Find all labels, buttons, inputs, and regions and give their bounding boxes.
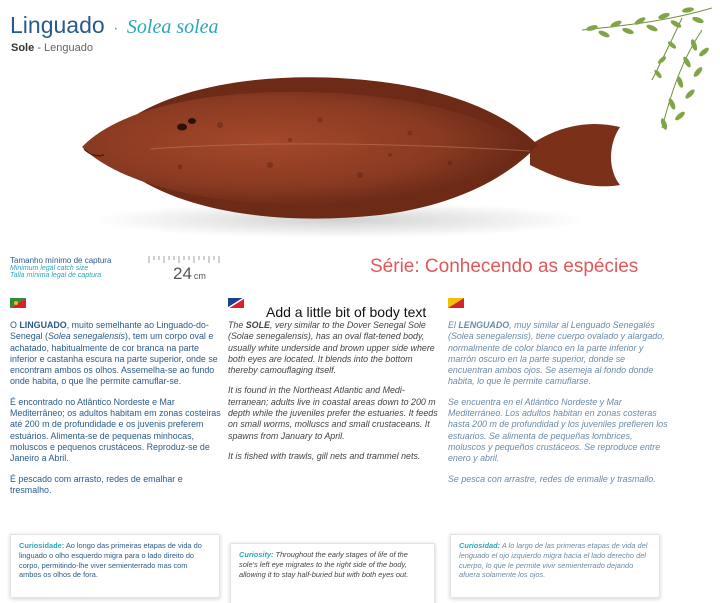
paragraph-pt-3: É pescado com arrasto, redes de emalhar e tresmalho. (10, 473, 183, 495)
description-column-pt (10, 320, 222, 505)
paragraph-es-3: Se pesca con arrastre, redes de enmalle y trasmallo. (448, 473, 656, 484)
uk-flag-icon (228, 298, 244, 308)
species-name-en: SOLE (245, 320, 270, 330)
curiosity-text-pt: Ao longo das primeiras etapas de vida do linguado o olho esquerdo migra para o lado direito do corpo, permitindo-lhe viver semienterrado mas com ambos os olhos de fora. (19, 541, 202, 580)
catch-size-label-es: Talla mínima legal de captura (10, 272, 102, 279)
subtitle-spanish-name: - Lenguado (34, 42, 93, 54)
page-title (10, 12, 219, 39)
series-title: Série: Conhecendo as espécies (370, 256, 639, 277)
portugal-flag-icon (10, 298, 26, 308)
spain-flag-icon (448, 298, 464, 308)
curiosity-box-pt (10, 534, 220, 598)
curiosity-box-en (230, 543, 435, 603)
subtitle-english-name: Sole (11, 42, 35, 54)
catch-size-label-en: Minimum legal catch size (10, 265, 89, 272)
paragraph-en-1: The SOLE, very similar to the Dover Senegal Sole (Solae senegalensis), has an oval flat-tened body, usually white underside and brown upper side where both eyes are located. It blends into the bottom thereby camouflaging itself. (228, 320, 435, 376)
curiosity-box-es (450, 534, 660, 598)
minimum-catch-size (10, 256, 220, 283)
ruler-icon (148, 256, 223, 264)
body-text-placeholder[interactable]: Add a little bit of body text (266, 304, 427, 320)
common-name: Linguado (10, 12, 105, 38)
curiosity-label-es: Curiosidad: (459, 541, 501, 550)
paragraph-es-2: Se encuentra en el Atlántico Nordeste y Mar Mediterráneo. Los adultos habitan en zonas costeras hasta 200 m de profundidad y los juveniles prefieren los estuarios. Se alimenta de pequeñas lombrices, moluscos y pequeños crustáceos. Se reproduce entre enero y abril. (448, 396, 668, 464)
paragraph-pt-1: O LINGUADO, muito semelhante ao Linguado-do-Senegal (Solea senegalensis), tem um corpo oval e achatado, habitualmente de cor branca na parte inferior e castanha escura na parte superior, onde se encontram ambos os olhos. Assemelha-se ao fundo onde habita, o que lhe permite camuflar-se. (10, 320, 218, 387)
description-column-es (448, 320, 670, 494)
description-column-en (228, 320, 440, 471)
title-separator: · (113, 20, 119, 37)
scientific-name: Solea solea (126, 16, 219, 38)
paragraph-pt-2: É encontrado no Atlântico Nordeste e Mar Mediterrâneo; os adultos habitam em zonas costeiras até 200 m de profundidade e os juvenis preferem estuários. Alimenta-se de pequenas minhocas, moluscos e pequenos crustáceos. Reproduz-se de Janeiro a Abril. (10, 396, 221, 464)
fish-image (60, 55, 640, 245)
species-name-pt: LINGUADO (19, 320, 67, 330)
paragraph-en-2: It is found in the Northeast Atlantic and Medi-terranean; adults live in coastal areas down to 200 m depth while the juveniles prefer the estuaries. It feeds on small worms, molluscs and small crustaceans. It spawns from January to April. (228, 385, 438, 441)
catch-size-label-pt: Tamanho mínimo de captura (10, 256, 112, 265)
paragraph-es-1: El LENGUADO, muy similar al Lenguado Senegalés (Solea senegalensis), tiene cuerpo ovalado y alargado, normalmente de color blanco en la parte inferior y marrón oscuro en la parte superior, donde se encuentran ambos ojos. Se asemeja al fondo donde habita, lo que le permite camuflarse. (448, 320, 665, 387)
subtitle (11, 42, 93, 54)
curiosity-text-es: A lo largo de las primeras etapas de vida del lenguado el ojo izquierdo migra hacia el lado derecho del cuerpo, lo que le permite vivir semienterrado dejando afuera solamente los ojos. (459, 541, 648, 580)
catch-size-unit: cm (193, 271, 206, 281)
catch-size-value: 24 cm (173, 264, 206, 283)
curiosity-label-pt: Curiosidade: (19, 541, 65, 550)
species-italic-pt: Solea senegalensis (48, 331, 125, 342)
species-name-es: LENGUADO (458, 320, 510, 330)
curiosity-label-en: Curiosity: (239, 550, 274, 559)
curiosity-text-en: Throughout the early stages of life of the sole's left eye migrates to the right side of the body, allowing it to stay half-buried but with both eyes out. (239, 550, 409, 579)
paragraph-en-3: It is fished with trawls, gill nets and trammel nets. (228, 450, 421, 461)
